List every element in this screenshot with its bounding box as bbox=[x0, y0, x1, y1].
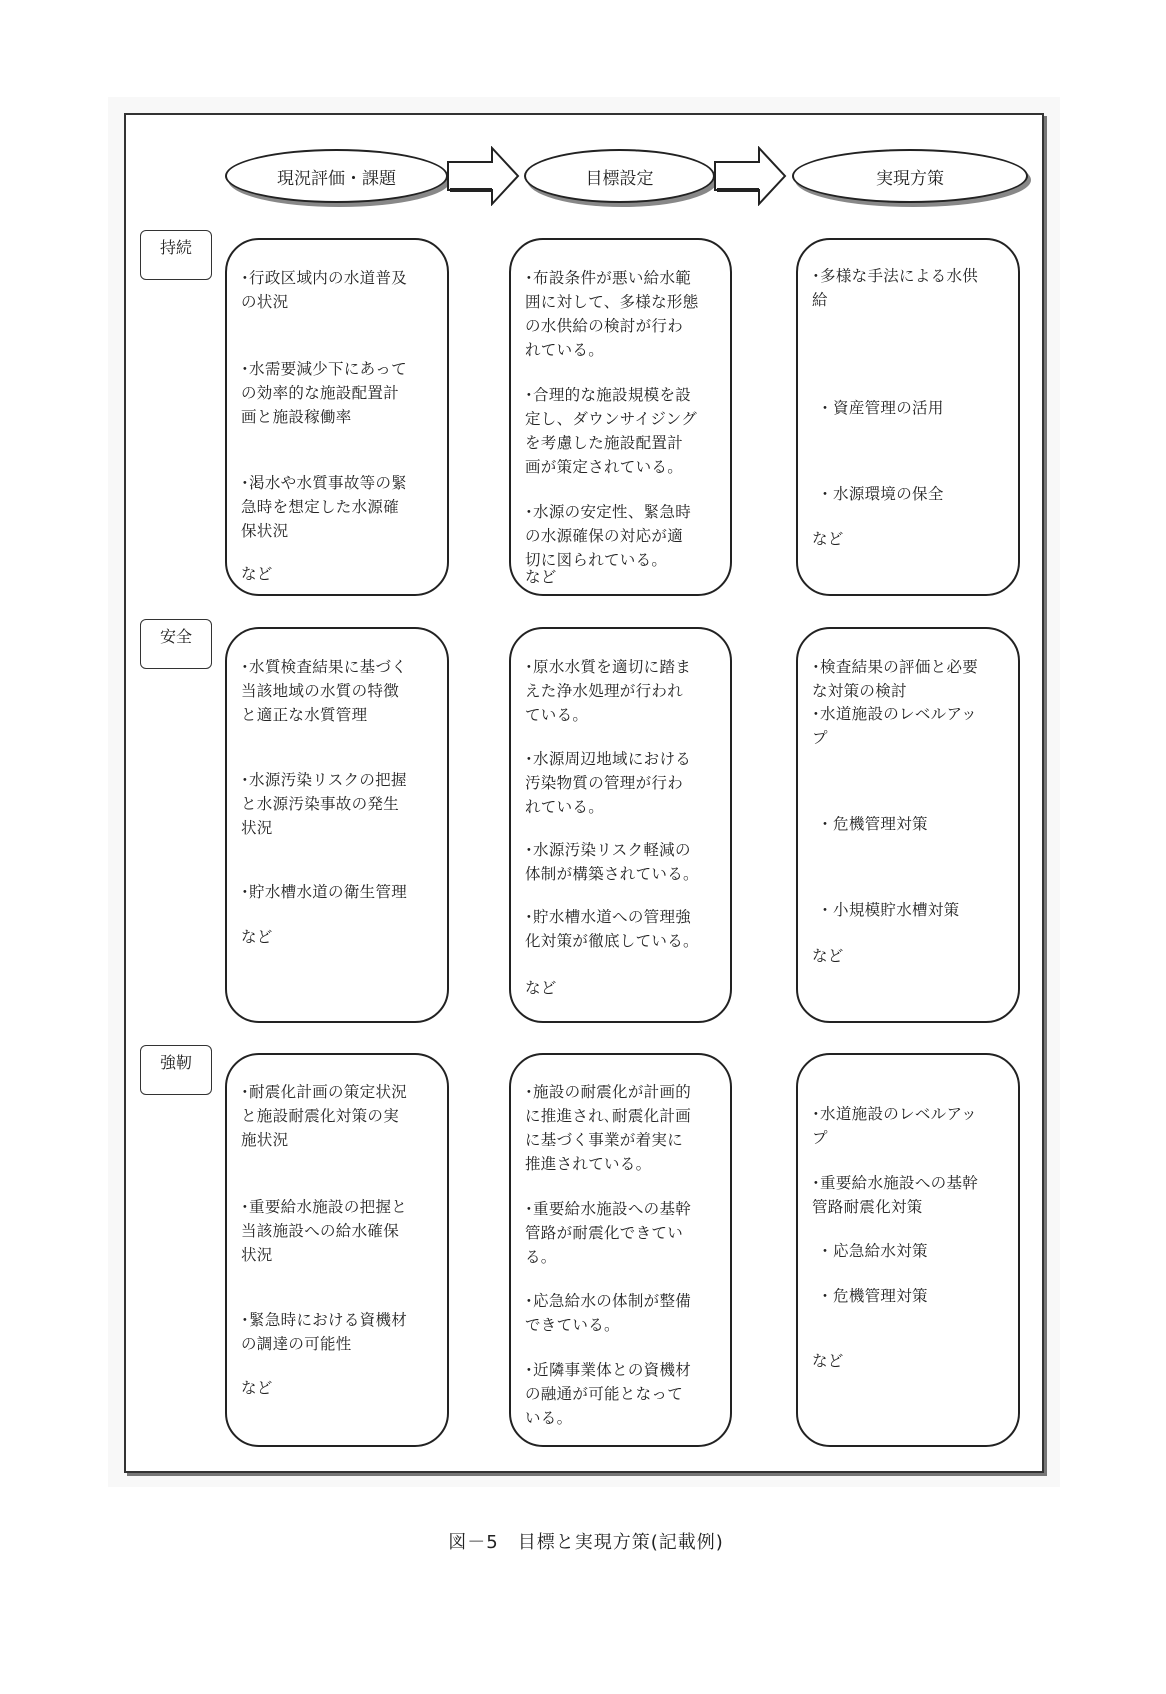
list-item: ･重要給水施設の把握と 当該施設への給水確保 状況 bbox=[241, 1198, 408, 1264]
list-item: ･貯水槽水道への管理強 化対策が徹底している。 bbox=[525, 908, 699, 950]
list-item: ･検査結果の評価と必要 な対策の検討 bbox=[812, 658, 979, 700]
box-safety-evaluation bbox=[225, 627, 449, 1023]
list-item: ･水源周辺地域における 汚染物質の管理が行わ れている。 bbox=[525, 750, 692, 816]
header-goal-setting bbox=[524, 149, 715, 203]
list-item: ・危機管理対策 bbox=[812, 815, 928, 833]
list-item: ･水源汚染リスクの把握 と水源汚染事故の発生 状況 bbox=[241, 771, 407, 837]
list-item: ・危機管理対策 bbox=[812, 1287, 928, 1305]
list-item: など bbox=[812, 947, 844, 965]
list-item: ･重要給水施設への基幹 管路が耐震化できてい る。 bbox=[525, 1200, 692, 1266]
box-resilience-evaluation bbox=[225, 1053, 449, 1447]
list-item: ･水質検査結果に基づく 当該地域の水質の特徴 と適正な水質管理 bbox=[241, 658, 408, 724]
list-item: ･布設条件が悪い給水範 囲に対して、多様な形態 の水供給の検討が行わ れている。 bbox=[525, 269, 699, 359]
list-item: ･水需要減少下にあって の効率的な施設配置計 画と施設稼働率 bbox=[241, 360, 407, 426]
list-item: など bbox=[241, 565, 273, 583]
box-resilience-measures bbox=[796, 1053, 1020, 1447]
header-current-evaluation bbox=[225, 149, 448, 203]
row-label-resilience: 強靭 bbox=[140, 1045, 212, 1095]
list-item: ･耐震化計画の策定状況 と施設耐震化対策の実 施状況 bbox=[241, 1083, 408, 1149]
list-item: ･水道施設のレベルアッ プ bbox=[812, 1105, 977, 1147]
arrow-right-icon bbox=[446, 146, 522, 206]
box-sustainability-measures bbox=[796, 238, 1020, 596]
list-item: ･渇水や水質事故等の緊 急時を想定した水源確 保状況 bbox=[241, 474, 408, 540]
header-implementation bbox=[792, 149, 1028, 203]
list-item: ･近隣事業体との資機材 の融通が可能となって いる。 bbox=[525, 1361, 692, 1427]
list-item: など bbox=[812, 530, 844, 548]
list-item: など bbox=[241, 928, 273, 946]
list-item: ・水源環境の保全 bbox=[812, 485, 944, 503]
header-label: 現況評価・課題 bbox=[277, 168, 396, 189]
list-item: ･貯水槽水道の衛生管理 bbox=[241, 883, 408, 901]
list-item: など bbox=[812, 1352, 844, 1370]
list-item: ･原水水質を適切に踏ま えた浄水処理が行われ ている。 bbox=[525, 658, 692, 724]
row-label-safety: 安全 bbox=[140, 619, 212, 669]
list-item: ・小規模貯水槽対策 bbox=[812, 901, 960, 919]
list-item: ･合理的な施設規模を設 定し、ダウンサイジング を考慮した施設配置計 画が策定されている。 bbox=[525, 386, 698, 476]
arrow-right-icon bbox=[713, 146, 789, 206]
header-label: 実現方策 bbox=[876, 168, 944, 189]
header-label: 目標設定 bbox=[585, 168, 654, 189]
box-resilience-goal bbox=[509, 1053, 732, 1447]
list-item: ・資産管理の活用 bbox=[812, 399, 944, 417]
list-item: ･応急給水の体制が整備 できている。 bbox=[525, 1292, 692, 1334]
list-item: ･水源の安定性、緊急時 の水源確保の対応が適 切に図られている。 bbox=[525, 503, 692, 569]
list-item: など bbox=[241, 1379, 273, 1397]
list-item: ･行政区域内の水道普及 の状況 bbox=[241, 269, 408, 311]
list-item: ･重要給水施設への基幹 管路耐震化対策 bbox=[812, 1174, 979, 1216]
list-item: ･多様な手法による水供 給 bbox=[812, 267, 979, 309]
list-item: など bbox=[525, 979, 557, 997]
list-item: など bbox=[525, 568, 557, 586]
list-item: ･水源汚染リスク軽減の 体制が構築されている。 bbox=[525, 841, 699, 883]
row-label-sustainability: 持続 bbox=[140, 230, 212, 280]
list-item: ･施設の耐震化が計画的 に推進され､耐震化計画 に基づく事業が着実に 推進されている。 bbox=[525, 1083, 692, 1173]
box-safety-measures bbox=[796, 627, 1020, 1023]
figure-caption: 図－5 目標と実現方策(記載例) bbox=[448, 1532, 724, 1553]
list-item: ・応急給水対策 bbox=[812, 1242, 928, 1260]
list-item: ･緊急時における資機材 の調達の可能性 bbox=[241, 1311, 408, 1353]
box-sustainability-evaluation bbox=[225, 238, 449, 596]
box-safety-goal bbox=[509, 627, 732, 1023]
list-item: ･水道施設のレベルアッ プ bbox=[812, 705, 977, 747]
box-sustainability-goal bbox=[509, 238, 732, 596]
